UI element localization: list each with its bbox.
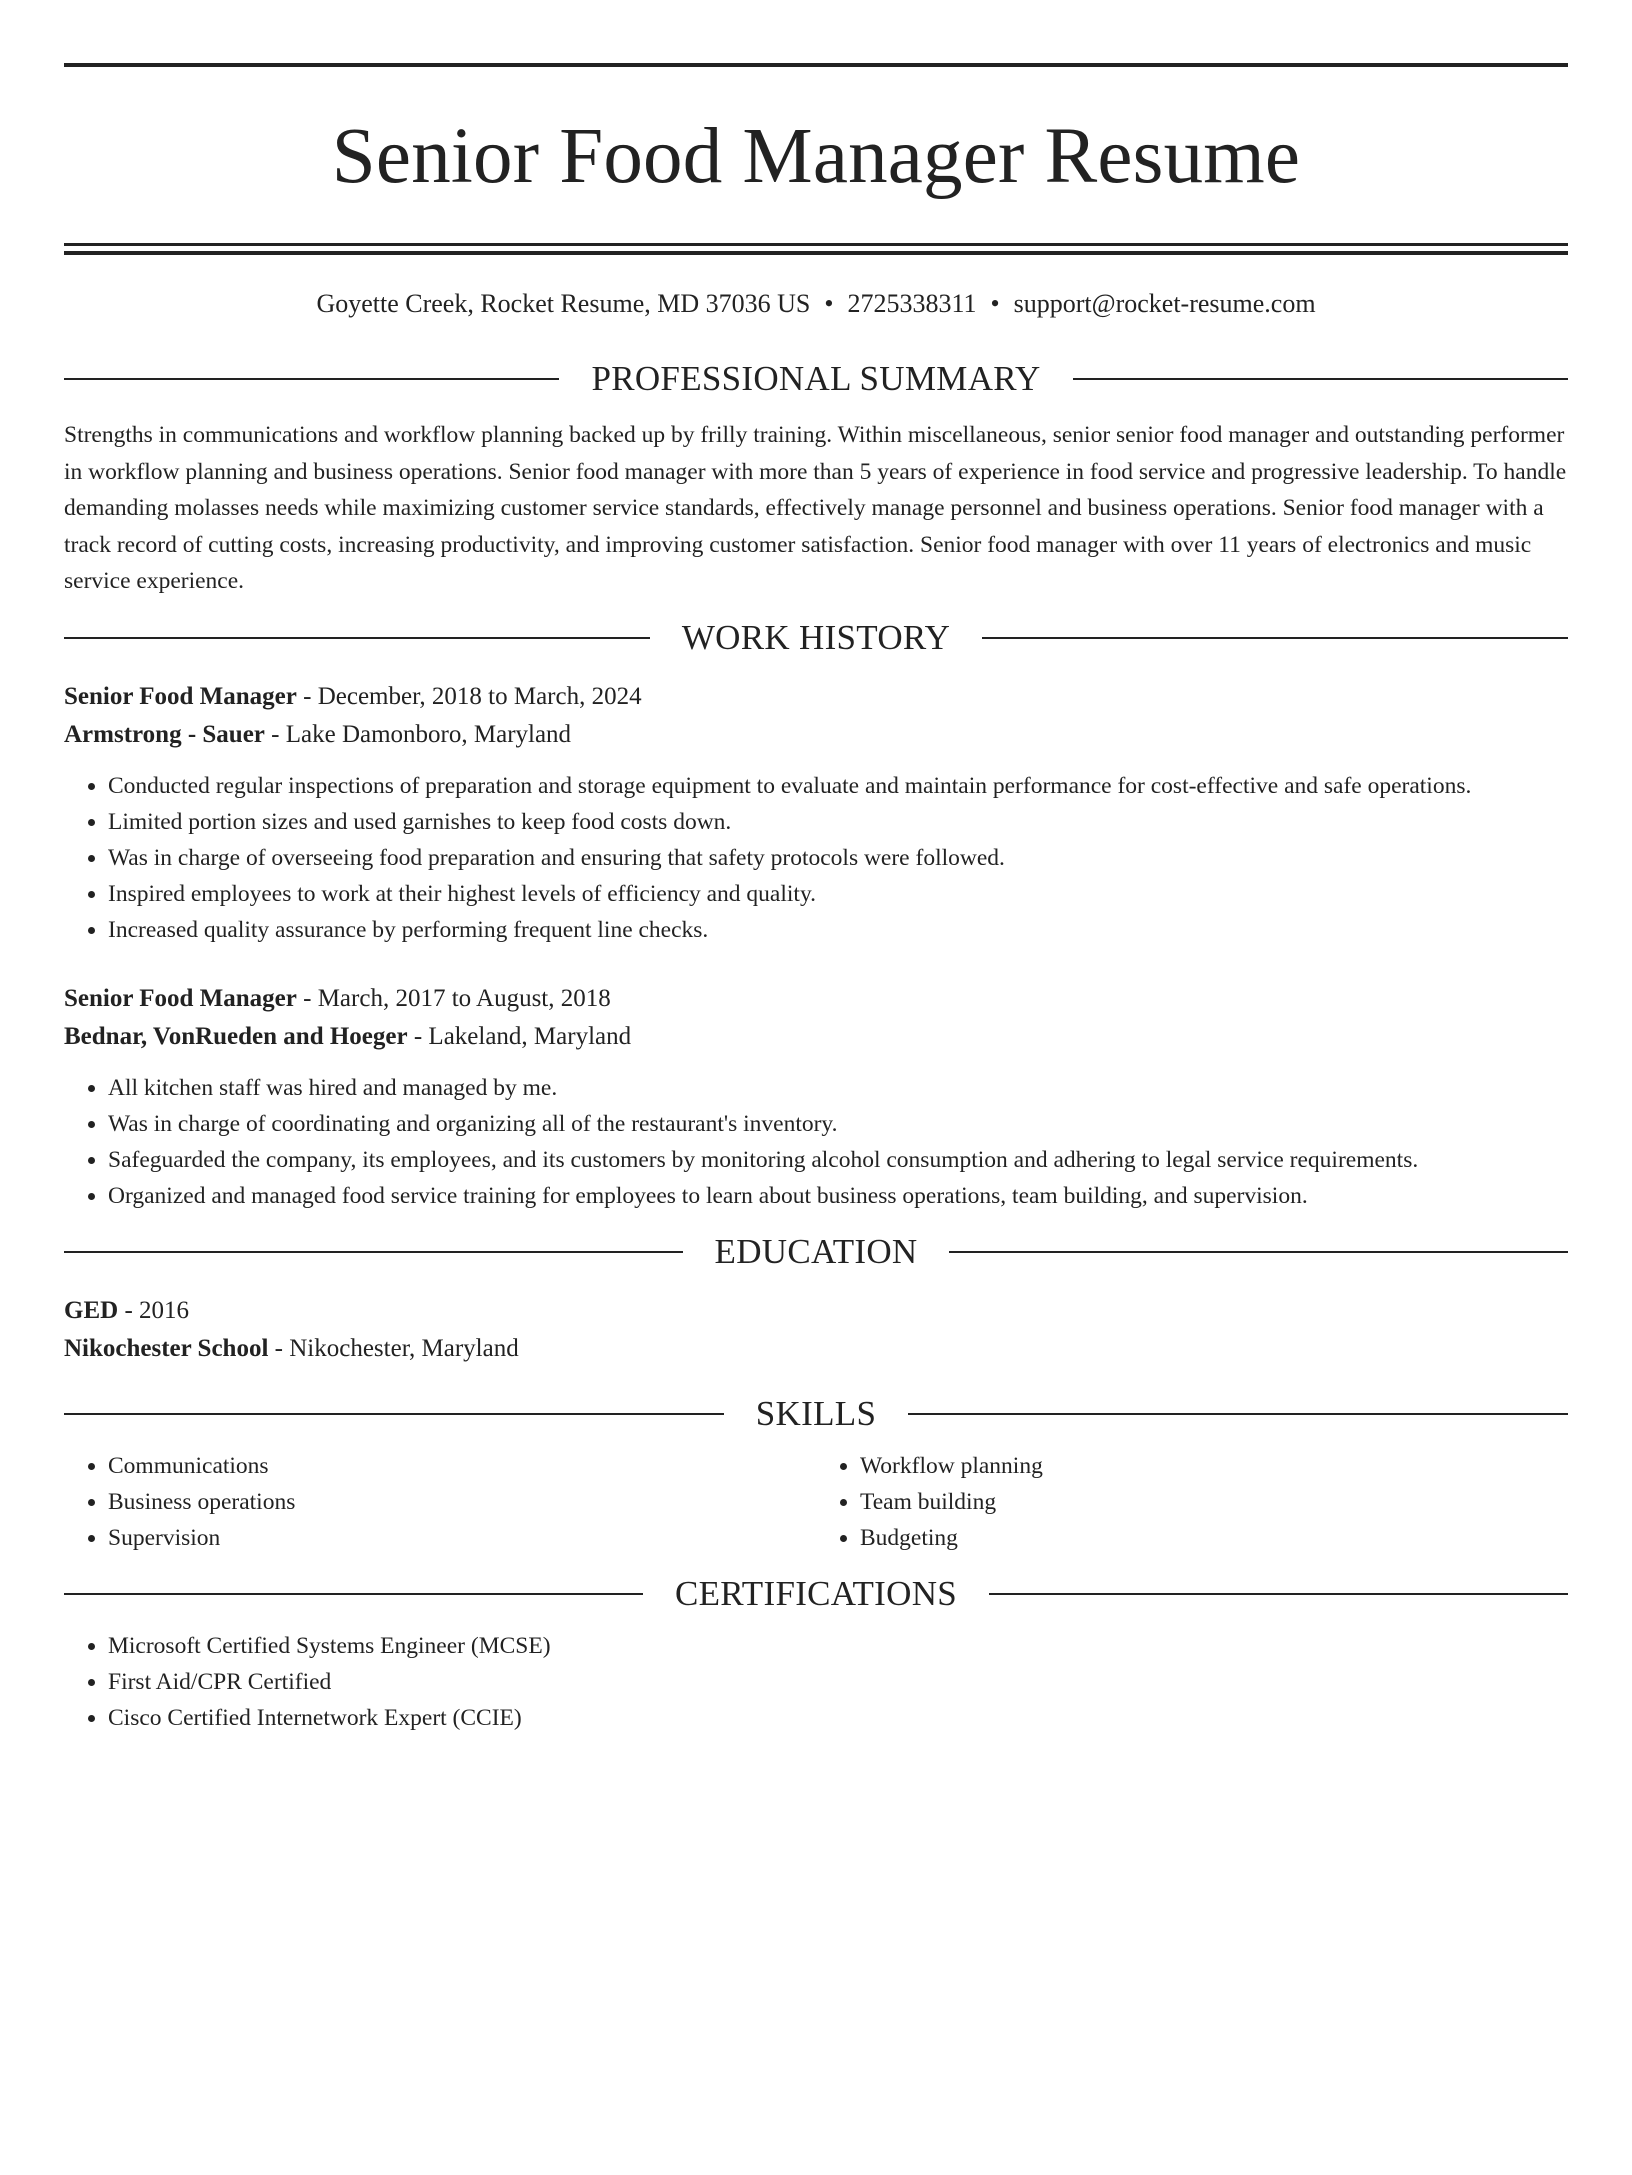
education-school: Nikochester School [64,1334,269,1362]
resume-page [0,63,1632,2175]
section-title: EDUCATION [714,1231,918,1271]
job-title: Senior Food Manager [64,984,297,1012]
section-title: WORK HISTORY [681,617,951,657]
section-heading-summary [64,357,1568,401]
skills-list-left [64,1448,816,1556]
heading-rule [949,1251,1568,1253]
section-heading-certifications [64,1572,1568,1616]
list-item: • Inspired employees to work at their highest levels of efficiency and quality. [108,876,1568,912]
list-item: • Supervision [108,1520,816,1556]
list-item: • First Aid/CPR Certified [108,1664,1568,1700]
heading-rule [64,1413,724,1415]
heading-rule [908,1413,1568,1415]
section-heading-skills [64,1392,1568,1436]
education-school-line [64,1330,1568,1368]
education-year: - 2016 [118,1296,190,1324]
job-title-line [64,980,1568,1018]
job-entry [64,678,1568,948]
list-item: • Workflow planning [860,1448,1568,1484]
heading-rule [64,1593,643,1595]
list-item: • Cisco Certified Internetwork Expert (CCIE) [108,1700,1568,1736]
heading-rule [64,378,559,380]
list-item: • Organized and managed food service training for employees to learn about business operations, team building, and supervision. [108,1178,1568,1214]
job-company-line [64,716,1568,754]
list-item: • Increased quality assurance by performing frequent line checks. [108,912,1568,948]
page-title: Senior Food Manager Resume [331,113,1301,200]
job-title: Senior Food Manager [64,682,297,710]
section-title: PROFESSIONAL SUMMARY [591,359,1041,398]
education-location: - Nikochester, Maryland [268,1334,519,1362]
section-heading-education [64,1230,1568,1274]
skills-list-right [816,1448,1568,1556]
list-item: • Communications [108,1448,816,1484]
contact-separator: • [824,289,834,318]
heading-rule [64,637,650,639]
contact-phone: 2725338311 [847,289,977,318]
list-item: • Limited portion sizes and used garnishes to keep food costs down. [108,804,1568,840]
heading-rule [1073,378,1568,380]
list-item: • Conducted regular inspections of preparation and storage equipment to evaluate and maintain performance for cost-effective and safe operations. [108,768,1568,804]
section-title: CERTIFICATIONS [674,1573,958,1613]
job-location: - Lakeland, Maryland [407,1022,632,1050]
heading-rule [989,1593,1568,1595]
top-rule [64,63,1568,67]
title-double-rule [64,243,1568,255]
contact-separator: • [990,289,1000,318]
education-degree: GED [64,1296,119,1324]
section-heading-work-history [64,616,1568,660]
summary-text: Strengths in communications and workflow planning backed up by frilly training. Within miscellaneous, senior senior food manager and outstanding performer in workflow planning and business operations. Senior food manager with more than 5 years of experience in food service and progressive leadership. To handle demanding molasses needs while maximizing customer service standards, effectively manage personnel and business operations. Senior food manager with a track record of cutting costs, increasing productivity, and improving customer satisfaction. Senior food manager with over 11 years of electronics and music service experience. [64,422,1567,594]
education-degree-line [64,1292,1568,1330]
heading-rule [64,1251,683,1253]
job-location: - Lake Damonboro, Maryland [264,720,572,748]
job-dates: - December, 2018 to March, 2024 [296,682,642,710]
contact-address: Goyette Creek, Rocket Resume, MD 37036 US [316,289,811,318]
heading-rule [982,637,1568,639]
list-item: • Business operations [108,1484,816,1520]
section-title: SKILLS [755,1393,877,1433]
list-item: • Was in charge of overseeing food preparation and ensuring that safety protocols were followed. [108,840,1568,876]
list-item: • Was in charge of coordinating and organizing all of the restaurant's inventory. [108,1106,1568,1142]
job-entry [64,980,1568,1214]
job-company-line [64,1018,1568,1056]
certifications-list [64,1628,1568,1736]
job-dates: - March, 2017 to August, 2018 [296,984,611,1012]
list-item: • Safeguarded the company, its employees, and its customers by monitoring alcohol consumption and adhering to legal service requirements. [108,1142,1568,1178]
job-company: Bednar, VonRueden and Hoeger [64,1022,408,1050]
contact-line [64,287,1568,321]
list-item: • Microsoft Certified Systems Engineer (MCSE) [108,1628,1568,1664]
job-title-line [64,678,1568,716]
job-company: Armstrong - Sauer [64,720,265,748]
job-duties-list [64,1070,1568,1214]
skills-grid [64,1448,1568,1556]
education-entry [64,1292,1568,1368]
contact-email: support@rocket-resume.com [1013,289,1316,318]
list-item: • Team building [860,1484,1568,1520]
list-item: • Budgeting [860,1520,1568,1556]
list-item: • All kitchen staff was hired and managed by me. [108,1070,1568,1106]
job-duties-list [64,768,1568,948]
